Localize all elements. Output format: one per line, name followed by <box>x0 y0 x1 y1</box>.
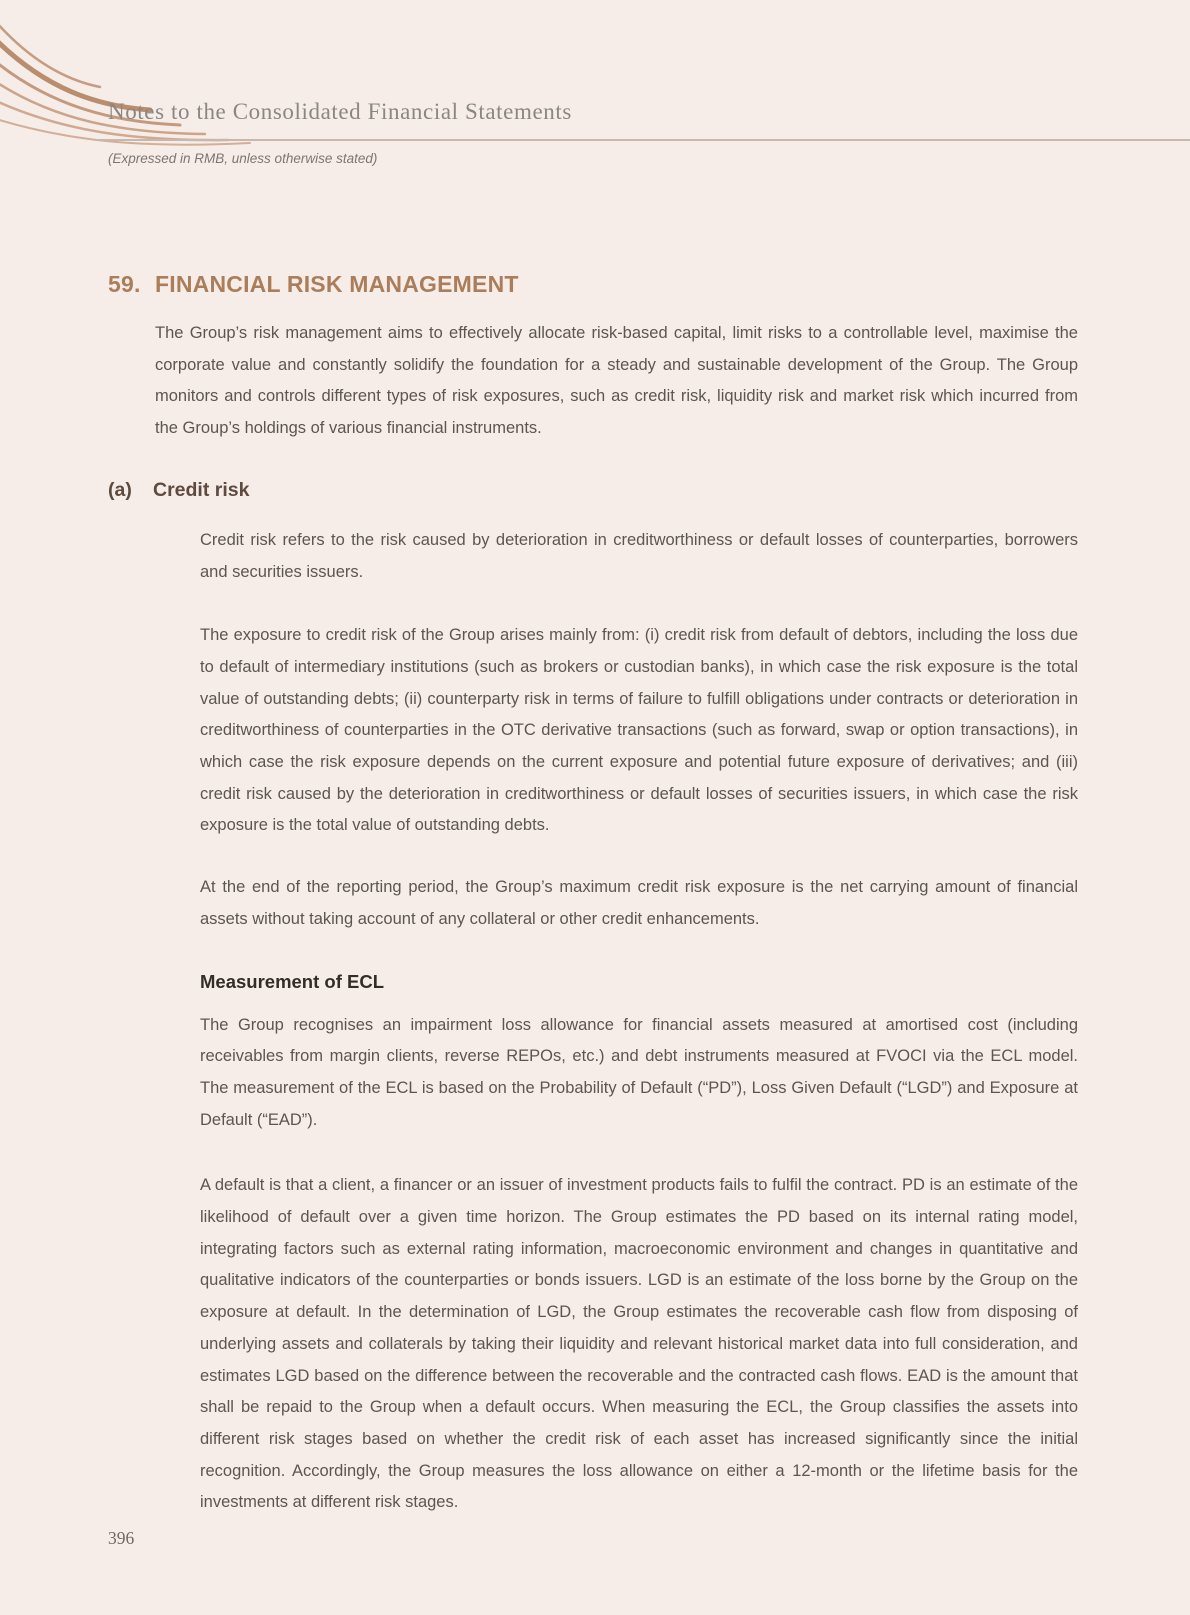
credit-risk-paragraph: At the end of the reporting period, the Group’s maximum credit risk exposure is the net carrying amount of financial assets without taking account of any collateral or other credit enhancements. <box>200 878 1078 928</box>
subsection-heading-credit-risk <box>108 477 1078 503</box>
credit-risk-paragraph: The exposure to credit risk of the Group arises mainly from: (i) credit risk from default of debtors, including the loss due to default of intermediary institutions (such as brokers or custodian banks), in which case the risk exposure is the total value of outstanding debts; (ii) counterparty risk in terms of failure to fulfill obligations under contracts or deterioration in creditworthiness of counterparties in the OTC derivative transactions (such as forward, swap or option transactions), in which case the risk exposure depends on the current exposure and potential future exposure of derivatives; and (iii) credit risk caused by the deterioration in creditworthiness or default losses of securities issuers, in which case the risk exposure is the total value of outstanding debts. <box>200 626 1078 835</box>
subsection-title: Credit risk <box>153 478 250 501</box>
section-intro-paragraph: The Group’s risk management aims to effectively allocate risk-based capital, limit risks to a controllable level, maximise the corporate value and constantly solidify the foundation for a steady and sustainable development of the Group. The Group monitors and controls different types of risk exposures, such as credit risk, liquidity risk and market risk which incurred from the Group’s holdings of various financial instruments. <box>155 324 1078 438</box>
ecl-heading: Measurement of ECL <box>200 970 385 992</box>
section-number: 59. <box>108 271 141 297</box>
subsection-label: (a) <box>108 478 132 501</box>
main-content <box>108 270 1078 1519</box>
ecl-paragraph: A default is that a client, a financer or an issuer of investment products fails to fulfil the contract. PD is an estimate of the likelihood of default over a given time horizon. The Group estimates the PD based on its internal rating model, integrating factors such as external rating information, macroeconomic environment and changes in quantitative and qualitative indicators of the counterparties or bonds issuers. LGD is an estimate of the loss borne by the Group on the exposure at default. In the determination of LGD, the Group estimates the recoverable cash flow from disposing of underlying assets and collaterals by taking their liquidity and relevant historical market data into full consideration, and estimates LGD based on the difference between the recoverable and the contracted cash flows. EAD is the amount that shall be repaid to the Group when a default occurs. When measuring the ECL, the Group classifies the assets into different risk stages based on whether the credit risk of each asset has increased significantly since the initial recognition. Accordingly, the Group measures the loss allowance on either a 12-month or the lifetime basis for the investments at different risk stages. <box>200 1176 1078 1512</box>
credit-risk-paragraph: Credit risk refers to the risk caused by deterioration in creditworthiness or default losses of counterparties, borrowers and securities issuers. <box>200 530 1078 581</box>
section-heading <box>108 270 1078 298</box>
header-divider <box>95 139 1190 141</box>
section-title: FINANCIAL RISK MANAGEMENT <box>155 271 519 297</box>
currency-note: (Expressed in RMB, unless otherwise stated) <box>108 151 378 166</box>
decorative-swoosh <box>0 0 300 175</box>
page-title: Notes to the Consolidated Financial Statements <box>108 99 572 124</box>
page-number: 396 <box>108 1528 135 1548</box>
ecl-paragraph: The Group recognises an impairment loss allowance for financial assets measured at amortised cost (including receivables from margin clients, reverse REPOs, etc.) and debt instruments measured at FVOCI via the ECL model. The measurement of the ECL is based on the Probability of Default (“PD”), Loss Given Default (“LGD”) and Exposure at Default (“EAD”). <box>200 1015 1078 1129</box>
